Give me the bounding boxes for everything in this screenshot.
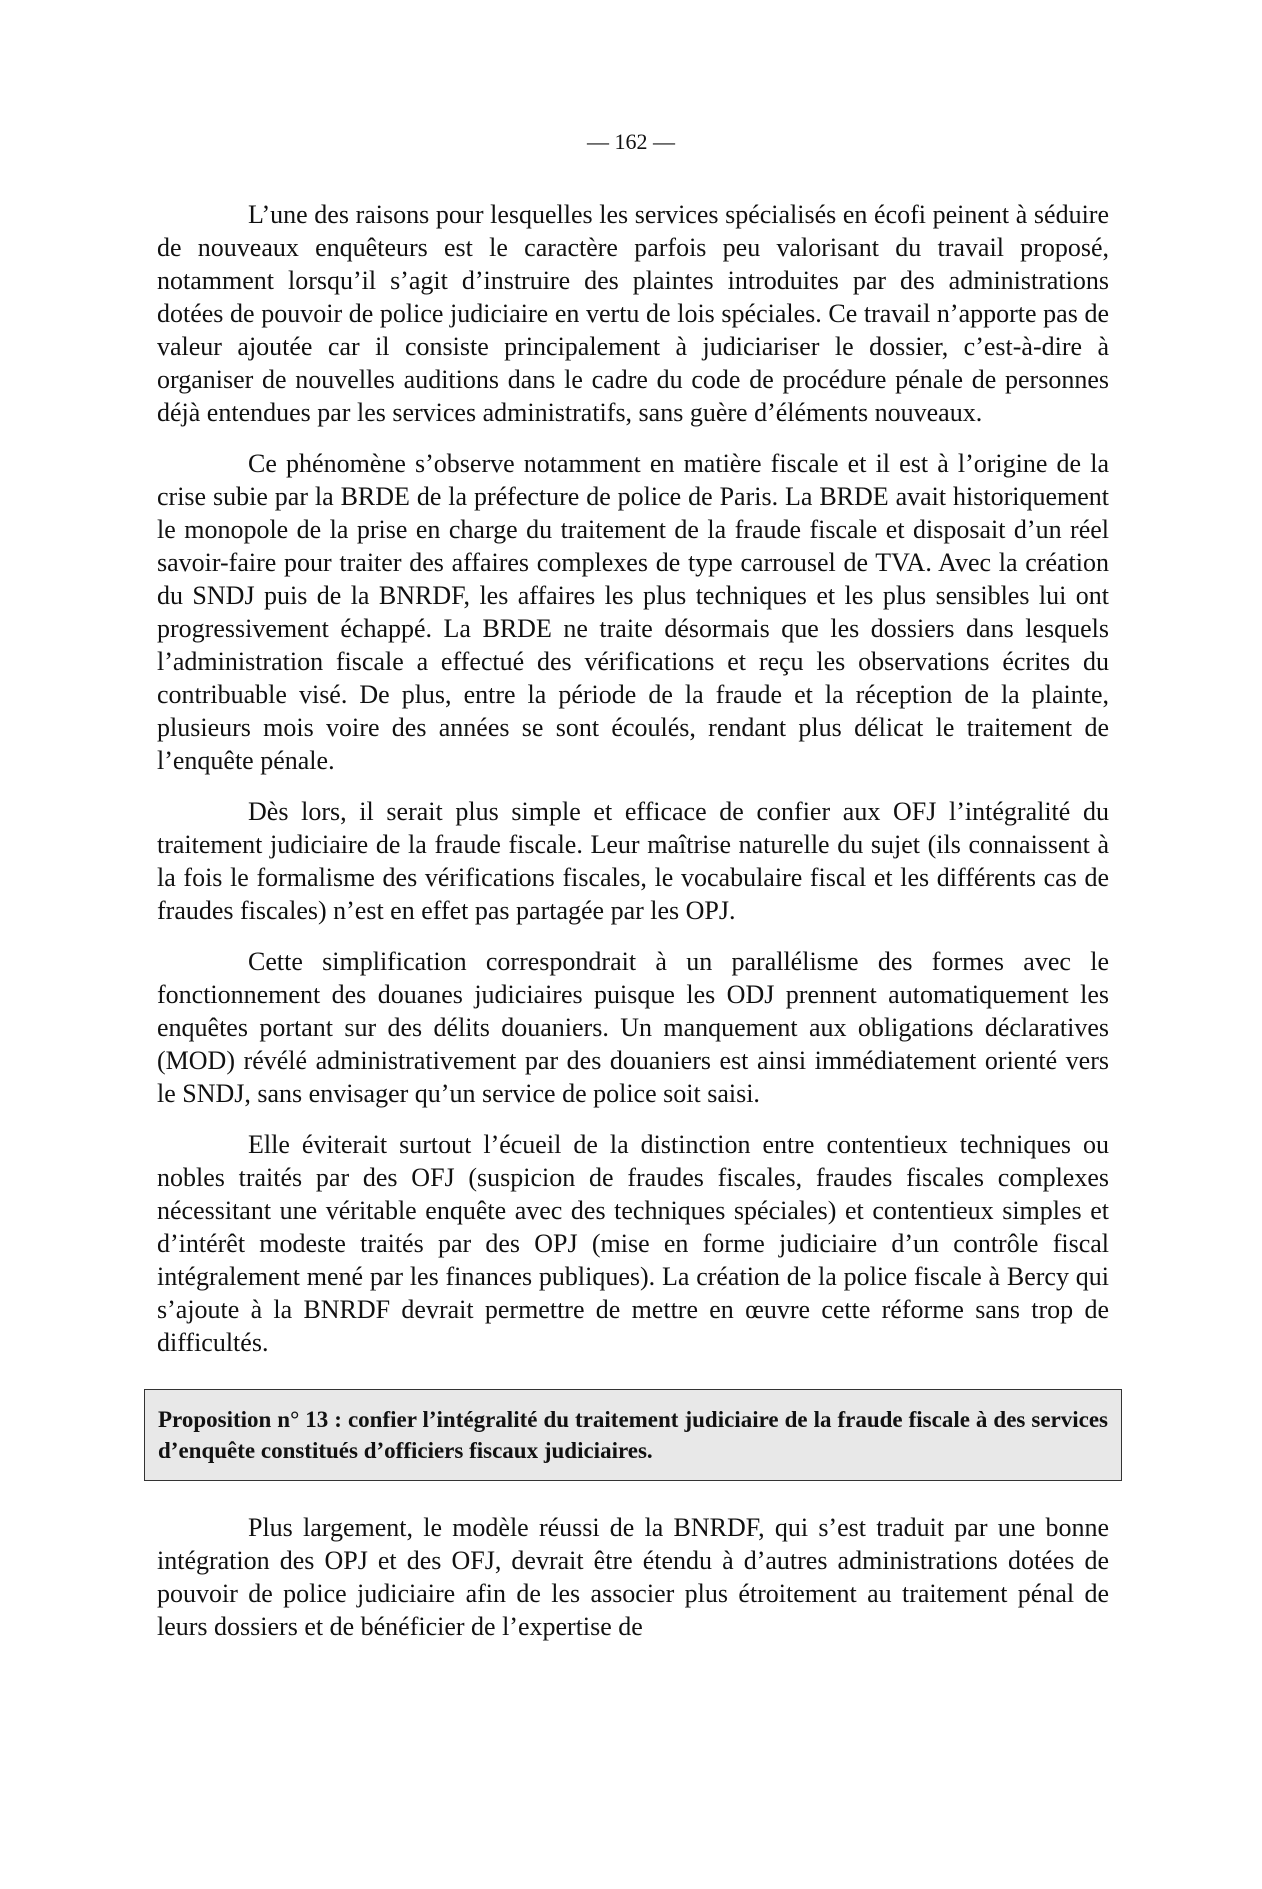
paragraph-ofj-proposal: Dès lors, il serait plus simple et efficace de confier aux OFJ l’intégralité du traitement judiciaire de la fraude fiscale. Leur maîtrise naturelle du sujet (ils connaissent à la fois le formalisme des vérifications fiscales, le vocabulaire fiscal et les différents cas de fraudes fiscales) n’est en effet pas partagée par les OPJ. (157, 797, 1109, 925)
paragraph-bnrdf-model: Plus largement, le modèle réussi de la BNRDF, qui s’est traduit par une bonne intégration des OPJ et des OFJ, devrait être étendu à d’autres administrations dotées de pouvoir de police judiciaire afin de les associer plus étroitement au traitement pénal de leurs dossiers et de bénéficier de l’expertise de (157, 1513, 1109, 1641)
paragraph-customs-parallel: Cette simplification correspondrait à un parallélisme des formes avec le fonctionnement des douanes judiciaires puisque les ODJ prennent automatiquement les enquêtes portant sur des délits douaniers. Un manquement aux obligations déclaratives (MOD) révélé administrativement par des douaniers est ainsi immédiatement orienté vers le SNDJ, sans envisager qu’un service de police soit saisi. (157, 947, 1109, 1108)
page-body (157, 198, 1109, 1661)
proposal-box (144, 1389, 1122, 1481)
paragraph-distinction: Elle éviterait surtout l’écueil de la distinction entre contentieux techniques ou nobles traités par des OFJ (suspicion de fraudes fiscales, fraudes fiscales complexes nécessitant une véritable enquête avec des techniques spéciales) et contentieux simples et d’intérêt modeste traités par des OPJ (mise en forme judiciaire d’un contrôle fiscal intégralement mené par les finances publiques). La création de la police fiscale à Bercy qui s’ajoute à la BNRDF devrait permettre de mettre en œuvre cette réforme sans trop de difficultés. (157, 1130, 1109, 1357)
page-number: — 162 — (587, 129, 675, 154)
paragraph-recruitment: L’une des raisons pour lesquelles les services spécialisés en écofi peinent à séduire de nouveaux enquêteurs est le caractère parfois peu valorisant du travail proposé, notamment lorsqu’il s’agit d’instruire des plaintes introduites par des administrations dotées de pouvoir de police judiciaire en vertu de lois spéciales. Ce travail n’apporte pas de valeur ajoutée car il consiste principalement à judiciariser le dossier, c’est-à-dire à organiser de nouvelles auditions dans le cadre du code de procédure pénale de personnes déjà entendues par les services administratifs, sans guère d’éléments nouveaux. (157, 200, 1109, 427)
paragraph-brde-crisis: Ce phénomène s’observe notamment en matière fiscale et il est à l’origine de la crise subie par la BRDE de la préfecture de police de Paris. La BRDE avait historiquement le monopole de la prise en charge du traitement de la fraude fiscale et disposait d’un réel savoir-faire pour traiter des affaires complexes de type carrousel de TVA. Avec la création du SNDJ puis de la BNRDF, les affaires les plus techniques et les plus sensibles lui ont progressivement échappé. La BRDE ne traite désormais que les dossiers dans lesquels l’administration fiscale a effectué des vérifications et reçu les observations écrites du contribuable visé. De plus, entre la période de la fraude et la réception de la plainte, plusieurs mois voire des années se sont écoulés, rendant plus délicat le traitement de l’enquête pénale. (157, 449, 1109, 775)
proposal-text: Proposition n° 13 : confier l’intégralité du traitement judiciaire de la fraude fiscale à des services d’enquête constitués d’officiers fiscaux judiciaires. (158, 1407, 1108, 1463)
